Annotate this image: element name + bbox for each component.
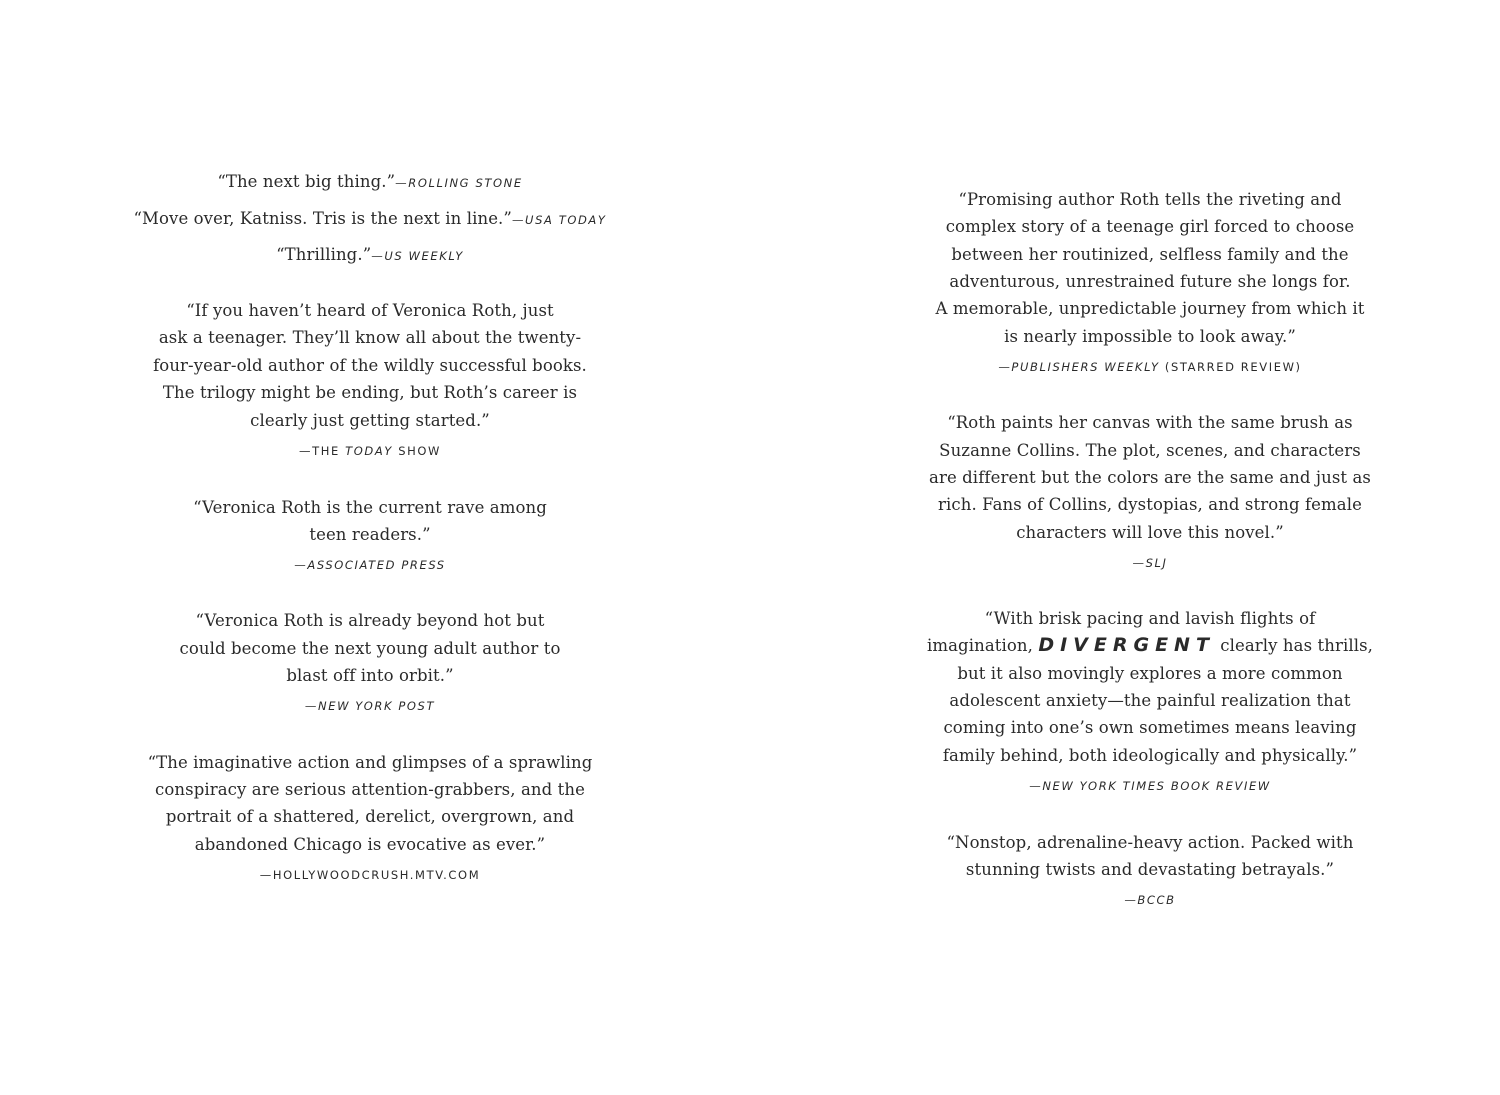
quote-line: “Nonstop, adrenaline-heavy action. Packed with [946,833,1354,852]
quote-line: adolescent anxiety—the painful realization that [949,691,1351,710]
quote-rolling-stone [60,168,680,197]
quote-line: family behind, both ideologically and physically.” [942,746,1358,765]
quote-source [840,357,1460,377]
quote-source: —SLJ [1132,556,1168,570]
quote-line: complex story of a teenage girl forced to choose [945,217,1355,236]
quote-line: adventurous, unrestrained future she longs for. [949,272,1351,291]
quote-source: —NEW YORK TIMES BOOK REVIEW [1029,779,1271,793]
quote-line: “Promising author Roth tells the riveting and [958,190,1342,209]
book-title-divergent: DIVERGENT [1038,634,1215,656]
quote-line: stunning twists and devastating betrayals.” [965,860,1335,879]
quote-source [60,441,680,461]
quote-line: four-year-old author of the wildly successful books. [153,356,587,375]
quote-line: “The imaginative action and glimpses of a sprawling [147,753,593,772]
quote-line: clearly just getting started.” [250,411,490,430]
quote-line: A memorable, unpredictable journey from which it [935,299,1365,318]
quote-line: “With brisk pacing and lavish flights of [984,609,1316,628]
quote-source: —US WEEKLY [371,249,464,263]
quote-line: but it also movingly explores a more common [957,664,1343,683]
quote-line: teen readers.” [309,525,431,544]
source-italic: TODAY [345,444,393,458]
quote-line: “Veronica Roth is already beyond hot but [195,611,545,630]
quote-source: —ROLLING STONE [395,176,523,190]
quote-line: “If you haven’t heard of Veronica Roth, just [186,301,554,320]
quote-source: —BCCB [1124,893,1176,907]
source-prefix: —THE [299,444,346,458]
quote-line: “Roth paints her canvas with the same brush as [947,413,1353,432]
quote-line [840,632,1460,659]
quote-text: “The next big thing.” [217,172,396,191]
quote-line: rich. Fans of Collins, dystopias, and strong female [938,495,1362,514]
source-italic: —PUBLISHERS WEEKLY [998,360,1160,374]
quote-source: —HOLLYWOODCRUSH.MTV.COM [259,868,481,882]
quote-line: “Veronica Roth is the current rave among [193,498,547,517]
quote-us-weekly [60,241,680,270]
quote-line: Suzanne Collins. The plot, scenes, and characters [939,441,1361,460]
quote-line: ask a teenager. They’ll know all about the twenty- [158,328,582,347]
quote-text: “Move over, Katniss. Tris is the next in line.” [133,209,512,228]
quote-source: —ASSOCIATED PRESS [294,558,446,572]
quote-line: The trilogy might be ending, but Roth’s career is [162,383,578,402]
source-suffix: SHOW [392,444,441,458]
quote-line: is nearly impossible to look away.” [1004,327,1296,346]
quote-source: —USA TODAY [511,213,607,227]
quote-line: could become the next young adult author to [179,639,561,658]
quote-text: “Thrilling.” [276,245,372,264]
quote-line: between her routinized, selfless family and the [951,245,1349,264]
quote-text: clearly has thrills, [1214,636,1373,655]
quote-usa-today [60,205,680,234]
quote-line: abandoned Chicago is evocative as ever.” [194,835,546,854]
quote-line: coming into one’s own sometimes means leaving [943,718,1357,737]
quote-line: conspiracy are serious attention-grabbers, and the [155,780,585,799]
right-page [840,0,1460,1095]
source-suffix: (STARRED REVIEW) [1159,360,1302,374]
left-page [60,0,680,1095]
quote-line: characters will love this novel.” [1016,523,1284,542]
quote-line: blast off into orbit.” [286,666,454,685]
quote-text: imagination, [927,636,1039,655]
quote-line: are different but the colors are the same and just as [929,468,1371,487]
quote-source: —NEW YORK POST [304,699,436,713]
quote-line: portrait of a shattered, derelict, overgrown, and [165,807,575,826]
